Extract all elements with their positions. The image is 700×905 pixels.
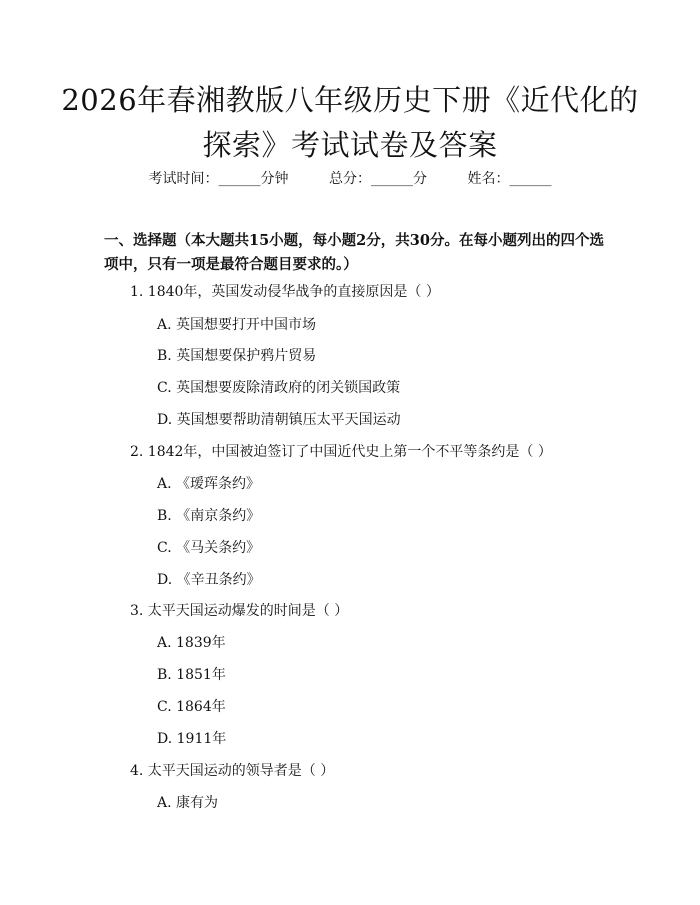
total-score: 总分：______分	[329, 171, 427, 187]
student-name: 姓名：______	[467, 171, 552, 187]
question-1: 1. 1840年，英国发动侵华战争的直接原因是（ ）	[130, 284, 440, 300]
question-2-option-c: C. 《马关条约》	[157, 540, 261, 556]
question-1-option-b: B. 英国想要保护鸦片贸易	[157, 348, 317, 364]
question-4-option-a: A. 康有为	[157, 795, 219, 811]
section-heading: 一、选择题（本大题共15小题，每小题2分，共30分。在每小题列出的四个选项中，只有一项是最符合题目要求的。）	[104, 232, 604, 273]
title-line-1: 2026年春湘教版八年级历史下册《近代化的	[61, 83, 639, 117]
exam-time: 考试时间：______分钟	[148, 171, 289, 187]
document-title	[60, 78, 640, 168]
question-1-option-a: A. 英国想要打开中国市场	[157, 317, 317, 333]
exam-meta	[0, 168, 700, 188]
question-2-option-a: A. 《瑷珲条约》	[157, 476, 261, 492]
title-line-2: 探索》考试试卷及答案	[202, 128, 498, 162]
question-3-option-c: C. 1864年	[157, 699, 226, 715]
question-3-option-b: B. 1851年	[157, 667, 226, 683]
question-2-option-b: B. 《南京条约》	[157, 508, 261, 524]
question-3-option-d: D. 1911年	[157, 731, 227, 747]
question-1-option-c: C. 英国想要废除清政府的闭关锁国政策	[157, 380, 401, 396]
question-2: 2. 1842年，中国被迫签订了中国近代史上第一个不平等条约是（ ）	[130, 444, 552, 460]
question-2-option-d: D. 《辛丑条约》	[157, 572, 261, 588]
question-3: 3. 太平天国运动爆发的时间是（ ）	[130, 603, 349, 619]
question-1-option-d: D. 英国想要帮助清朝镇压太平天国运动	[157, 412, 401, 428]
question-3-option-a: A. 1839年	[157, 635, 226, 651]
question-4: 4. 太平天国运动的领导者是（ ）	[130, 763, 335, 779]
